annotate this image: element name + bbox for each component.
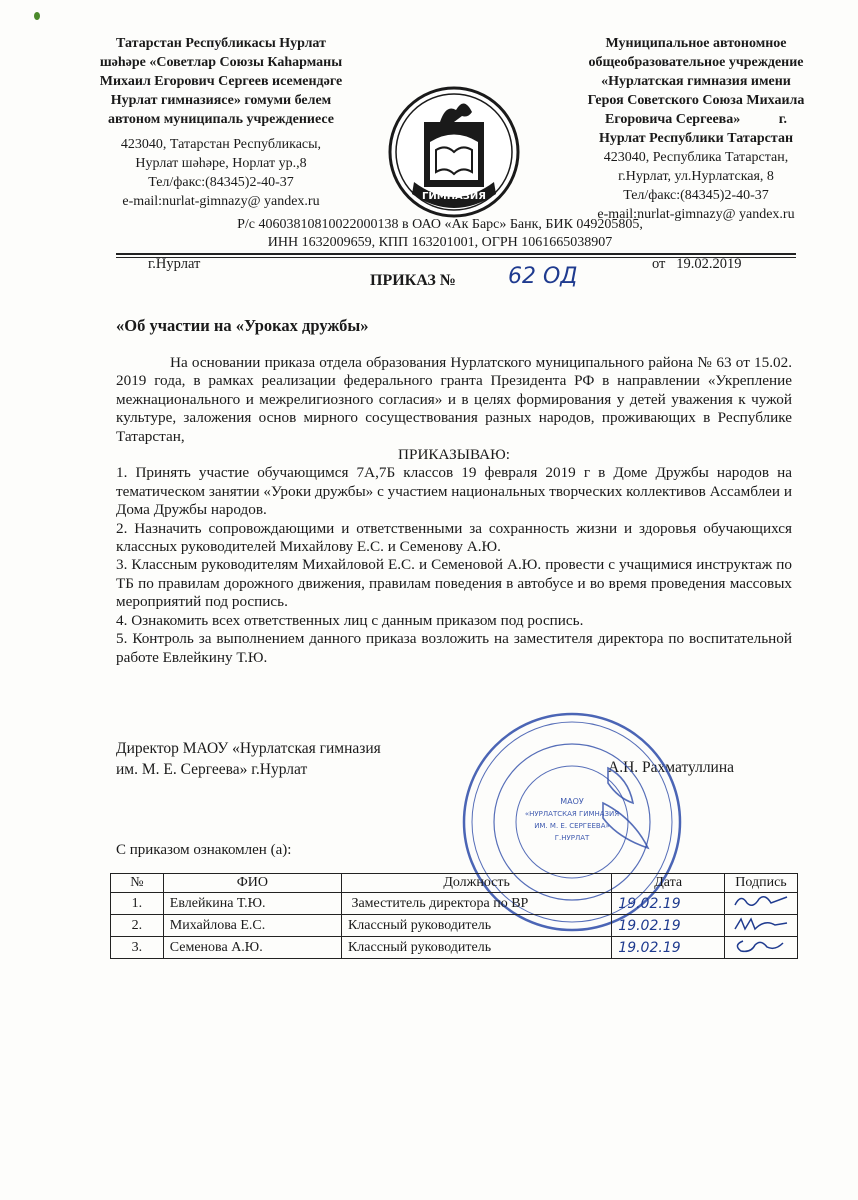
header-right-line: «Нурлатская гимназия имени — [601, 74, 791, 89]
order-number-handwritten: 62 ОД — [508, 264, 578, 289]
stamp-text: «НУРЛАТСКАЯ ГИМНАЗИЯ — [524, 810, 620, 818]
bank-details — [100, 216, 780, 252]
order-item: 4. Ознакомить всех ответственных лиц с данным приказом под роспись. — [116, 611, 584, 629]
header-left-address: Нурлат шәһәре, Норлат ур.,8 — [135, 156, 307, 171]
stamp-text: Г.НУРЛАТ — [554, 834, 590, 842]
header-right-line: Егоровича Сергеева» г. — [604, 112, 788, 127]
col-header: № — [111, 874, 164, 893]
logo-label: ГИМНАЗИЯ — [422, 191, 486, 202]
order-intro: На основании приказа отдела образования Нурлатского муниципального района № 63 от 15.02. 2019 года, в рамках реализации федерального гранта Президента РФ в направлении «Укрепление межнационального и межрелигиозного согласия» и в целях формирования у детей уважения к чужой культуре, заложения основ мирного сосуществования разных народов, проживающих в Республике Татарстан, — [116, 354, 792, 445]
table-row — [111, 937, 798, 959]
signature-block — [116, 738, 381, 780]
table-header-row — [111, 874, 798, 893]
row-name: Евлейкина Т.Ю. — [163, 893, 341, 915]
signature-title: Директор МАОУ «Нурлатская гимназия — [116, 740, 381, 757]
row-date: 19.02.19 — [612, 893, 725, 915]
row-position: Классный руководитель — [341, 937, 611, 959]
header-right-email: e-mail:nurlat-gimnazy@ yandex.ru — [597, 207, 795, 222]
header-left — [62, 34, 380, 211]
header-right — [566, 34, 826, 224]
header-left-address: 423040, Татарстан Республикасы, — [120, 137, 322, 152]
header-left-line: Татарстан Республикасы Нурлат — [116, 36, 326, 51]
col-header: ФИО — [163, 874, 341, 893]
row-number: 3. — [111, 937, 164, 959]
order-item: 2. Назначить сопровождающими и ответственными за сохранность жизни и здоровья обучающихся классных руководителей Михайлову Е.С. и Семенову А.Ю. — [116, 519, 792, 556]
header-right-line: Героя Советского Союза Михаила — [587, 93, 805, 108]
acquaint-label: С приказом ознакомлен (а): — [116, 842, 292, 858]
order-item: 5. Контроль за выполнением данного приказа возложить на заместителя директора по воспитательной работе Евлейкину Т.Ю. — [116, 630, 792, 666]
row-number: 1. — [111, 893, 164, 915]
row-name: Михайлова Е.С. — [163, 915, 341, 937]
header-right-line: Муниципальное автономное — [605, 36, 787, 51]
gymnasium-logo — [384, 82, 524, 222]
row-position: Заместитель директора по ВР — [341, 893, 611, 915]
row-number: 2. — [111, 915, 164, 937]
header-left-line: Нурлат гимназиясе» гомуми белем — [110, 93, 332, 108]
table-row — [111, 893, 798, 915]
order-item: 1. Принять участие обучающимся 7А,7Б классов 19 февраля 2019 г в Доме Дружбы народов на тематическом занятии «Уроки дружбы» с участием национальных творческих коллективов Ассамблеи и Дома Дружбы народов. — [116, 464, 792, 519]
row-signature — [725, 915, 798, 937]
col-header: Дата — [612, 874, 725, 893]
col-header: Подпись — [725, 874, 798, 893]
acquaint-table — [110, 873, 798, 959]
header-right-phone: Тел/факс:(84345)2-40-37 — [623, 188, 769, 203]
row-position: Классный руководитель — [341, 915, 611, 937]
stamp-text: МАОУ — [560, 797, 584, 806]
header-right-address: г.Нурлат, ул.Нурлатская, 8 — [618, 169, 774, 184]
row-signature — [725, 893, 798, 915]
col-header: Должность — [341, 874, 611, 893]
signer-name: А.Н. Рахматуллина — [608, 759, 735, 776]
order-item: 3. Классным руководителям Михайловой Е.С. и Семеновой А.Ю. провести с учащимися инструктаж по ТБ по правилам дорожного движения, правилам поведения в автобусе и во время проведения массовых мероприятий под роспись. — [116, 556, 792, 611]
row-date: 19.02.19 — [612, 915, 725, 937]
bank-line: Р/с 40603810810022000138 в ОАО «Ак Барс» Банк, БИК 049205805, — [237, 217, 643, 232]
stamp-text: ИМ. М. Е. СЕРГЕЕВА» — [534, 822, 610, 830]
header-left-line: Михаил Егорович Сергеев исемендәге — [99, 74, 343, 89]
header-rule — [116, 253, 796, 255]
order-title: ПРИКАЗ № — [370, 272, 456, 289]
row-signature — [725, 937, 798, 959]
header-left-phone: Тел/факс:(84345)2-40-37 — [148, 175, 294, 190]
header-right-line: общеобразовательное учреждение — [588, 55, 804, 70]
row-name: Семенова А.Ю. — [163, 937, 341, 959]
corner-mark — [34, 12, 40, 20]
header-right-line: Нурлат Республики Татарстан — [598, 131, 794, 146]
order-subject: «Об участии на «Уроках дружбы» — [116, 316, 369, 335]
order-word: ПРИКАЗЫВАЮ: — [398, 446, 510, 464]
doc-city: г.Нурлат — [148, 256, 201, 272]
order-body — [116, 354, 792, 667]
header-right-address: 423040, Республика Татарстан, — [603, 150, 789, 165]
table-row — [111, 915, 798, 937]
header-left-line: шәһәре «Советлар Союзы Каһарманы — [99, 55, 343, 70]
signature-title: им. М. Е. Сергеева» г.Нурлат — [116, 761, 308, 778]
bank-line: ИНН 1632009659, КПП 163201001, ОГРН 1061665038907 — [267, 235, 613, 250]
row-date: 19.02.19 — [612, 937, 725, 959]
header-left-email: e-mail:nurlat-gimnazy@ yandex.ru — [122, 194, 320, 209]
header-left-line: автоном муниципаль учреждениесе — [108, 112, 334, 127]
doc-date: от 19.02.2019 — [652, 256, 742, 272]
